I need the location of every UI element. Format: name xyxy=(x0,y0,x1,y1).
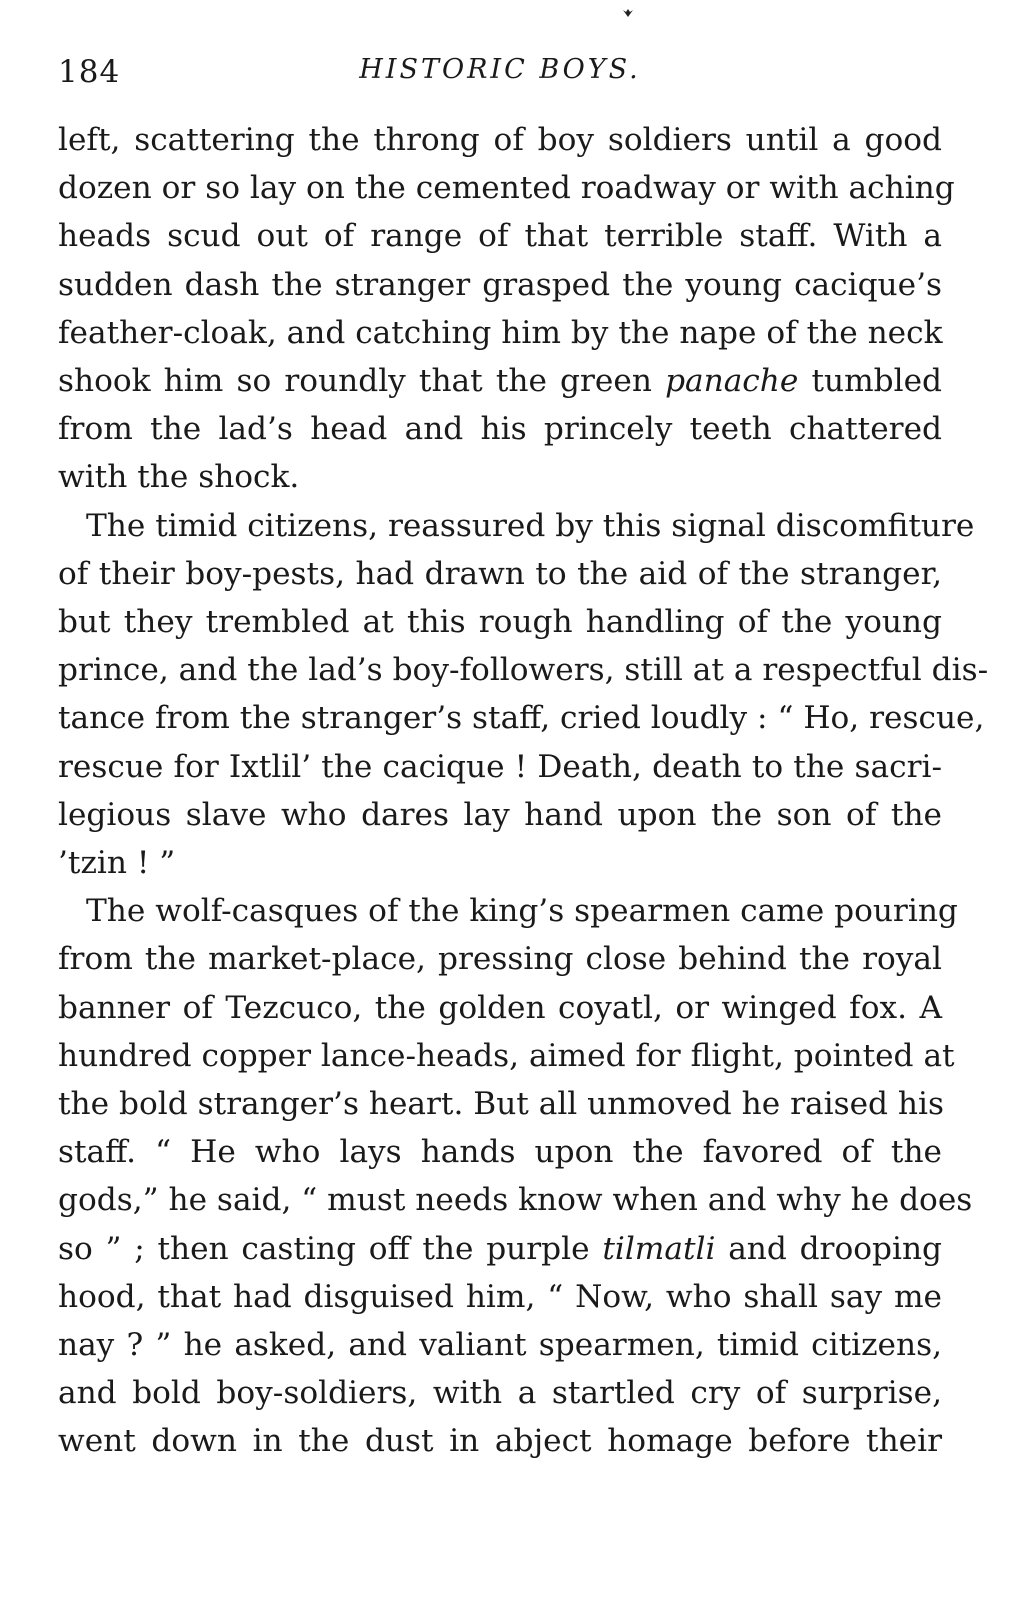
running-title: HISTORIC BOYS. xyxy=(359,54,641,85)
text-line: hood, that had disguised him, “ Now, who shall say me xyxy=(58,1278,942,1315)
text-line: from the market-place, pressing close behind the royal xyxy=(58,941,942,978)
page-header xyxy=(58,44,942,94)
page-number: 184 xyxy=(58,54,121,90)
text-line: heads scud out of range of that terrible staff. With a xyxy=(58,218,942,255)
text-line: feather-cloak, and catching him by the nape of the neck xyxy=(58,314,943,351)
text-line: hundred copper lance-heads, aimed for flight, pointed at xyxy=(58,1037,955,1074)
text-line: of their boy-pests, had drawn to the aid of the stranger, xyxy=(58,555,942,592)
text-line: from the lad’s head and his princely teeth chattered xyxy=(58,411,942,448)
text-line: ’tzin ! ” xyxy=(58,845,176,882)
text-line: with the shock. xyxy=(58,459,300,496)
text-line: staff. “ He who lays hands upon the favored of the xyxy=(58,1134,942,1171)
printer-mark-icon xyxy=(622,8,634,18)
text-line: banner of Tezcuco, the golden coyatl, or winged fox. A xyxy=(58,989,942,1026)
text-line: so ” ; then casting off the purple tilmatli and drooping xyxy=(58,1230,942,1267)
paragraph-2 xyxy=(58,502,989,888)
paragraph-3 xyxy=(58,887,973,1465)
text-line: tance from the stranger’s staff, cried loudly : “ Ho, rescue, xyxy=(58,700,985,737)
text-line: went down in the dust in abject homage before their xyxy=(58,1423,942,1460)
text-line: The timid citizens, reassured by this signal discomfiture xyxy=(86,507,975,544)
text-line: but they trembled at this rough handling of the young xyxy=(58,604,942,641)
text-line: legious slave who dares lay hand upon the son of the xyxy=(58,796,942,833)
text-line: the bold stranger’s heart. But all unmoved he raised his xyxy=(58,1086,944,1123)
text-line: prince, and the lad’s boy-followers, still at a respectful dis- xyxy=(58,652,989,689)
text-line: The wolf-casques of the king’s spearmen came pouring xyxy=(86,893,958,930)
paragraph-1 xyxy=(58,116,955,502)
text-line: dozen or so lay on the cemented roadway or with aching xyxy=(58,170,955,207)
body-text xyxy=(58,116,989,1466)
text-line: and bold boy-soldiers, with a startled cry of surprise, xyxy=(58,1375,942,1412)
text-line: gods,” he said, “ must needs know when and why he does xyxy=(58,1182,973,1219)
text-line: rescue for Ixtlil’ the cacique ! Death, death to the sacri- xyxy=(58,748,942,785)
text-line: sudden dash the stranger grasped the young cacique’s xyxy=(58,266,942,303)
text-line: left, scattering the throng of boy soldiers until a good xyxy=(58,122,942,158)
text-line: shook him so roundly that the green panache tumbled xyxy=(58,363,943,400)
text-line: nay ? ” he asked, and valiant spearmen, timid citizens, xyxy=(58,1327,942,1364)
